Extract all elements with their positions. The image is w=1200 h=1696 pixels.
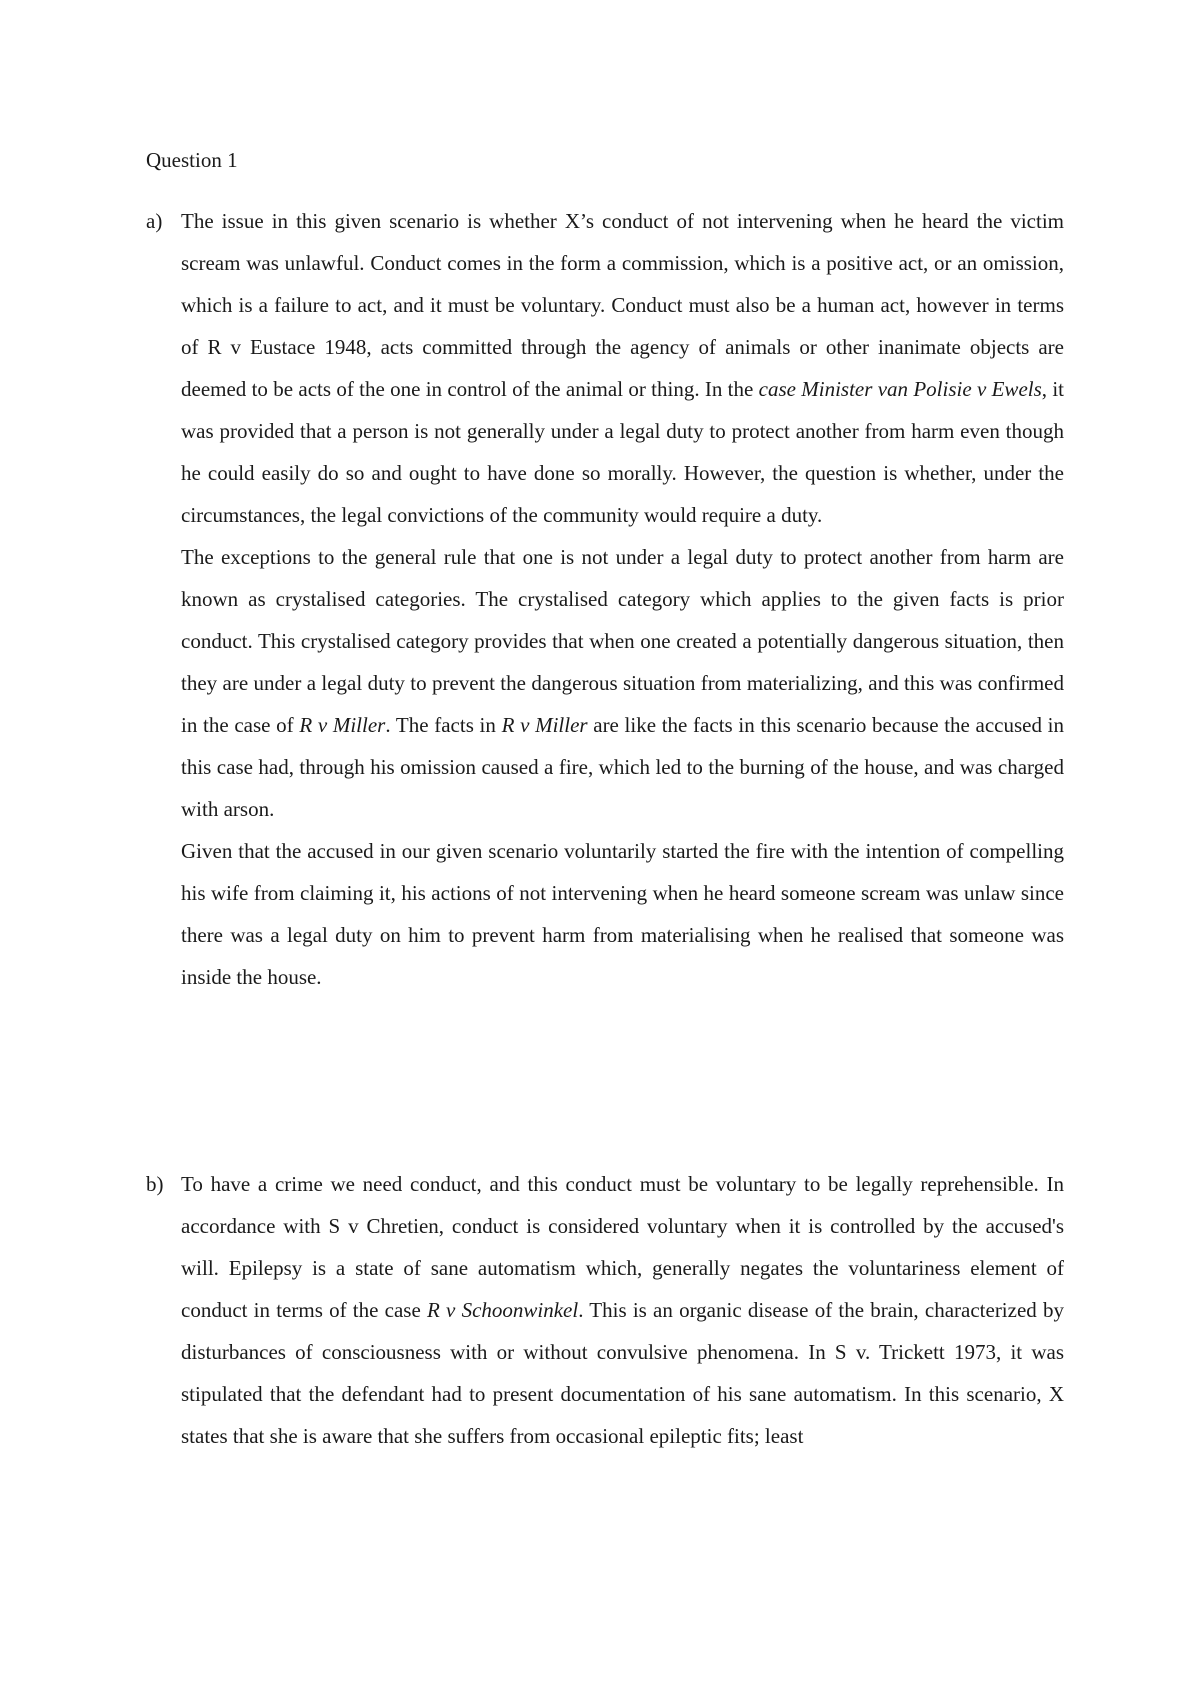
answer-part-b [146, 1163, 1064, 1457]
answer-part-a [146, 200, 1064, 998]
text-run: To have a crime we need conduct, and this conduct must be voluntary to be legally reprehensible. In accordance with S v Chretien, conduct is considered voluntary when it is controlled by the accused's will. Epilepsy is a state of sane automatism which, generally negates the voluntariness element of conduct in terms of the case [181, 1172, 1064, 1322]
paragraph [181, 830, 1064, 998]
text-run: The issue in this given scenario is whether X’s conduct of not intervening when he heard the victim scream was unlawful. Conduct comes in the form a commission, which is a positive act, or an omission, which is a failure to act, and it must be voluntary. Conduct must also be a human act, however in terms of R v Eustace 1948, acts committed through the agency of animals or other inanimate objects are deemed to be acts of the one in control of the animal or thing. In the [181, 209, 1064, 401]
text-run: are like the facts in this scenario because the accused in this case had, through his omission caused a fire, which led to the burning of the house, and was charged with arson. [181, 713, 1064, 821]
part-b-marker: b) [146, 1172, 164, 1196]
question-heading: Question 1 [146, 148, 238, 172]
text-run: , it was provided that a person is not generally under a legal duty to protect another from harm even though he could easily do so and ought to have done so morally. However, the question is whether, under the circumstances, the legal convictions of the community would require a duty. [181, 377, 1065, 527]
part-a-marker: a) [146, 209, 163, 233]
paragraph [181, 200, 1064, 536]
case-citation: R v Miller [501, 713, 588, 737]
part-a-body [181, 200, 1064, 998]
text-run: Given that the accused in our given scenario voluntarily started the fire with the intention of compelling his wife from claiming it, his actions of not intervening when he heard someone scream was unlaw since there was a legal duty on him to prevent harm from materialising when he realised that someone was inside the house. [181, 839, 1064, 989]
case-citation: R v Miller [299, 713, 386, 737]
part-b-body [181, 1163, 1064, 1457]
text-run: . This is an organic disease of the brain, characterized by disturbances of consciousness with or without convulsive phenomena. In S v. Trickett 1973, it was stipulated that the defendant had to present documentation of his sane automatism. In this scenario, X states that she is aware that she suffers from occasional epileptic fits; least [181, 1298, 1064, 1448]
paragraph [181, 1163, 1064, 1457]
case-citation: case Minister van Polisie v Ewels [758, 377, 1042, 401]
paragraph [181, 536, 1064, 830]
text-run: . The facts in [385, 713, 502, 737]
case-citation: R v Schoonwinkel [427, 1298, 579, 1322]
text-run: The exceptions to the general rule that one is not under a legal duty to protect another from harm are known as crystalised categories. The crystalised category which applies to the given facts is prior conduct. This crystalised category provides that when one created a potentially dangerous situation, then they are under a legal duty to prevent the dangerous situation from materializing, and this was confirmed in the case of [181, 545, 1064, 737]
